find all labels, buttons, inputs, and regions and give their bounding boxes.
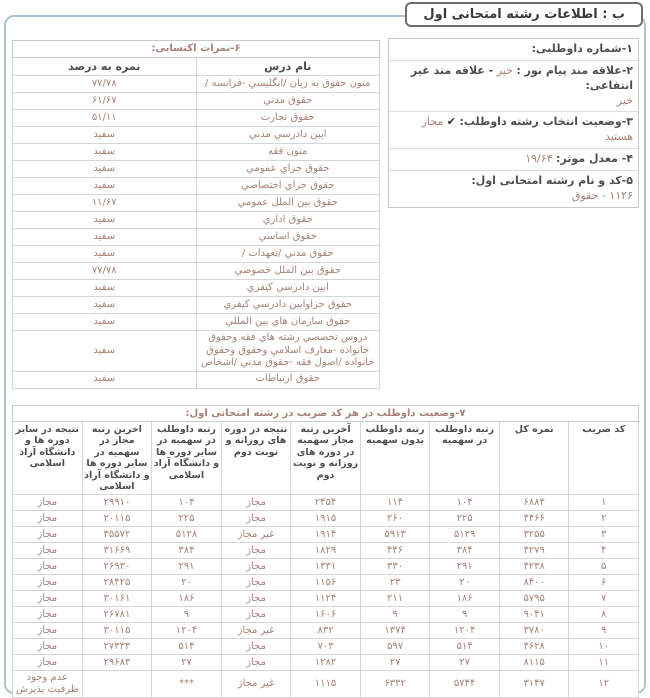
- coef-cell: مجاز: [221, 591, 291, 607]
- coef-cell: ۲۷: [152, 655, 222, 671]
- coef-cell: ۴۶۲۸: [499, 639, 569, 655]
- course-score-cell: ۷۷/۷۸: [13, 263, 197, 280]
- coef-cell: ۲۷۳۳۳: [82, 639, 152, 655]
- course-score-cell: سفید: [13, 314, 197, 331]
- course-score-cell: سفید: [13, 212, 197, 229]
- coef-cell: ۹۰۴۱: [499, 607, 569, 623]
- grade-row: [13, 314, 380, 331]
- course-name-cell: حقوق جزاوایین دادرسي کیفري: [196, 297, 380, 314]
- coef-cell: مجاز: [13, 575, 83, 591]
- coef-cell: مجاز: [13, 639, 83, 655]
- info-item-interests: [389, 61, 638, 113]
- coef-row: [13, 671, 639, 698]
- coef-cell: ۵۱۴: [152, 639, 222, 655]
- grade-row: [13, 76, 380, 93]
- coef-row: [13, 623, 639, 639]
- coefficient-table: [12, 405, 639, 698]
- course-name-cell: حقوق تجارت: [196, 110, 380, 127]
- course-score-cell: ۵۱/۱۱: [13, 110, 197, 127]
- coef-column-header: اخرین رتبه مجاز در سهمیه در سایر دوره ها و دانشگاه آزاد اسلامی: [82, 422, 152, 495]
- coef-cell: ۱۱۴: [360, 495, 430, 511]
- coef-cell: ۳۰۱۱۵: [82, 623, 152, 639]
- coef-cell: ۱۸۲۹: [291, 543, 361, 559]
- course-name-cell: حقوق سازمان هاي بین المللي: [196, 314, 380, 331]
- course-name-cell: حقوق اداري: [196, 212, 380, 229]
- coef-cell: ۴۴۶۶: [499, 511, 569, 527]
- applicant-number-label: ۱-شماره داوطلبی:: [531, 42, 633, 55]
- coef-row: [13, 543, 639, 559]
- coef-row: [13, 511, 639, 527]
- course-score-cell: سفید: [13, 331, 197, 372]
- course-score-cell: سفید: [13, 246, 197, 263]
- info-item-applicant-number: [389, 39, 638, 61]
- coef-cell: ۱۱۵۶: [291, 575, 361, 591]
- grades-table-body: [13, 76, 380, 389]
- coef-header-row: [13, 422, 639, 495]
- coef-cell: ۱۰۴: [430, 495, 500, 511]
- nonprofit-interest-value: خیر: [616, 93, 633, 107]
- grades-title: ۶-نمرات اکتسابی:: [13, 41, 380, 58]
- coef-cell: ۳۸۴: [430, 543, 500, 559]
- coef-cell: ۹: [430, 607, 500, 623]
- coef-cell: غیر مجاز: [221, 527, 291, 543]
- grade-row: [13, 195, 380, 212]
- coef-cell: ۱۲۸۲: [291, 655, 361, 671]
- coef-cell: ۱: [569, 495, 639, 511]
- coef-cell: ۲۲۵: [430, 511, 500, 527]
- coef-cell: ۱۹۱۵: [291, 511, 361, 527]
- coef-cell: ۲۱۱: [360, 591, 430, 607]
- coef-cell: ۱۲۰۴: [430, 623, 500, 639]
- coef-row: [13, 607, 639, 623]
- course-score-cell: سفید: [13, 371, 197, 388]
- column-header-score: نمره به درصد: [13, 58, 197, 76]
- coef-cell: ۵۱۲۹: [430, 527, 500, 543]
- course-name-cell: حقوق اساسي: [196, 229, 380, 246]
- coef-cell: ۴۲۳۸: [499, 559, 569, 575]
- coef-cell: مجاز: [13, 559, 83, 575]
- coef-cell: مجاز: [13, 655, 83, 671]
- grade-row: [13, 161, 380, 178]
- coef-cell: [82, 671, 152, 698]
- grade-row: [13, 371, 380, 388]
- coef-cell: ۱۶۰۶: [291, 607, 361, 623]
- course-name-cell: حقوق ارتباطات: [196, 371, 380, 388]
- coef-cell: ۲۰: [430, 575, 500, 591]
- coef-row: [13, 655, 639, 671]
- info-item-selection-status: [389, 112, 638, 149]
- coef-cell: ***: [152, 671, 222, 698]
- payamnoor-interest-label: ۲-علاقه مند پیام نور :: [516, 63, 633, 77]
- coef-cell: ۲۶۹۳۰: [82, 559, 152, 575]
- grades-table: [12, 40, 380, 389]
- course-score-cell: سفید: [13, 229, 197, 246]
- coef-cell: ۸۴۰۰: [499, 575, 569, 591]
- coef-cell: مجاز: [13, 543, 83, 559]
- coef-cell: ۲۷: [430, 655, 500, 671]
- coef-cell: ۱۳۳۱: [291, 559, 361, 575]
- coef-cell: ۲۹۹۱۰: [82, 495, 152, 511]
- course-score-cell: سفید: [13, 280, 197, 297]
- coef-cell: مجاز: [221, 495, 291, 511]
- course-score-cell: سفید: [13, 297, 197, 314]
- coef-cell: ۳۳۰: [360, 559, 430, 575]
- coef-cell: ۳۲۵۵: [499, 527, 569, 543]
- coef-cell: ۳: [569, 527, 639, 543]
- coef-column-header: رتبه داوطلب در سهمیه: [430, 422, 500, 495]
- coef-title-row: [13, 406, 639, 422]
- coef-cell: ۳۸۴: [152, 543, 222, 559]
- coef-cell: ۲۸۴۲۵: [82, 575, 152, 591]
- coef-cell: ۷: [569, 591, 639, 607]
- course-name-cell: حقوق جزاي اختصاصي: [196, 178, 380, 195]
- coef-cell: غیر مجاز: [221, 671, 291, 698]
- coef-cell: ۲۹۶۸۳: [82, 655, 152, 671]
- coef-cell: ۵۹۷: [360, 639, 430, 655]
- coef-cell: ۲۹۱: [430, 559, 500, 575]
- coef-cell: ۸: [569, 607, 639, 623]
- grade-row: [13, 280, 380, 297]
- grade-row: [13, 144, 380, 161]
- course-score-cell: سفید: [13, 178, 197, 195]
- coef-cell: ۳۵۵۷۲: [82, 527, 152, 543]
- coef-cell: مجاز: [221, 607, 291, 623]
- coef-cell: ۶۳۳۲: [360, 671, 430, 698]
- gpa-value: ۱۹/۶۴: [525, 152, 553, 166]
- info-item-gpa: [389, 149, 638, 171]
- course-name-cell: ایین دادرسي مدني: [196, 127, 380, 144]
- coef-title: ۷-وضعیت داوطلب در هر کد ضریب در رشته امتحانی اول:: [13, 406, 639, 422]
- coef-cell: ۳۷۸۰: [499, 623, 569, 639]
- coef-cell: ۸۳۲: [291, 623, 361, 639]
- grade-row: [13, 127, 380, 144]
- coef-cell: ۱۱: [569, 655, 639, 671]
- coef-cell: مجاز: [221, 543, 291, 559]
- grade-row: [13, 246, 380, 263]
- coef-cell: ۶۸۸۴: [499, 495, 569, 511]
- course-name-cell: متون فقه: [196, 144, 380, 161]
- coef-cell: ۵۹۱۳: [360, 527, 430, 543]
- coef-column-header: نتیجه در دوره های روزانه و نوبت دوم: [221, 422, 291, 495]
- coef-cell: مجاز: [221, 559, 291, 575]
- info-item-field-code: [389, 171, 638, 207]
- column-header-course: نام درس: [196, 58, 380, 76]
- coef-cell: ۱۸۶: [152, 591, 222, 607]
- coef-cell: ۴۲۷۹: [499, 543, 569, 559]
- coef-column-header: آخرین رتبه مجاز سهمیه در دوره های روزانه و نوبت دوم: [291, 422, 361, 495]
- field-code-value: ۱۱۲۶ - حقوق: [571, 188, 633, 202]
- coef-cell: ۸۱۱۵: [499, 655, 569, 671]
- coef-cell: ۱۲: [569, 671, 639, 698]
- coef-cell: ۶: [569, 575, 639, 591]
- grade-row: [13, 93, 380, 110]
- coef-cell: ۵۷۹۵: [499, 591, 569, 607]
- coef-cell: ۹: [152, 607, 222, 623]
- grades-title-row: [13, 41, 380, 58]
- coef-cell: ۲۶۰: [360, 511, 430, 527]
- coef-row: [13, 495, 639, 511]
- coef-cell: ۵: [569, 559, 639, 575]
- course-score-cell: سفید: [13, 144, 197, 161]
- coef-cell: ۴۴۶: [360, 543, 430, 559]
- coef-cell: ۲۳: [360, 575, 430, 591]
- coef-cell: مجاز: [221, 575, 291, 591]
- coef-cell: ۱۱۱۵: [291, 671, 361, 698]
- coef-column-header: نتیجه در سایر دوره ها و دانشگاه آزاد اسلامی: [13, 422, 83, 495]
- grade-row: [13, 263, 380, 280]
- course-score-cell: سفید: [13, 127, 197, 144]
- coef-row: [13, 639, 639, 655]
- grades-header-row: [13, 58, 380, 76]
- course-name-cell: حقوق مدني: [196, 93, 380, 110]
- course-score-cell: سفید: [13, 161, 197, 178]
- course-name-cell: دروس تخصصي رشته هاي فقه وحقوق خانواده -معارف اسلامي وحقوق وحقوق خانواده /اصول فقه -حقوق مدني /اشخاص: [196, 331, 380, 372]
- coef-cell: ۳۱۶۶۹: [82, 543, 152, 559]
- coef-cell: ۹: [569, 623, 639, 639]
- coef-row: [13, 591, 639, 607]
- course-score-cell: ۶۱/۶۷: [13, 93, 197, 110]
- coef-cell: ۲۲۵: [152, 511, 222, 527]
- coef-cell: ۱۲۰۴: [152, 623, 222, 639]
- coef-cell: ۲۶۷۸۱: [82, 607, 152, 623]
- coef-cell: ۹: [360, 607, 430, 623]
- coef-cell: ۱۳۷۴: [360, 623, 430, 639]
- grade-row: [13, 297, 380, 314]
- coef-cell: عدم وجود ظرفیت پذیرش: [13, 671, 83, 698]
- grade-row: [13, 331, 380, 372]
- selection-status-value: مجاز هستید: [421, 115, 633, 144]
- coef-column-header: رتبه داوطلب در سهمیه در سایر دوره ها و دانشگاه آزاد اسلامی: [152, 422, 222, 495]
- coef-cell: ۱۹۱۴: [291, 527, 361, 543]
- section-badge: [405, 2, 643, 27]
- grade-row: [13, 110, 380, 127]
- coef-cell: ۲: [569, 511, 639, 527]
- coef-cell: مجاز: [13, 607, 83, 623]
- course-name-cell: حقوق جزاي عمومي: [196, 161, 380, 178]
- coef-cell: ۴: [569, 543, 639, 559]
- nonprofit-interest-label: علاقه مند غیر انتفاعی:: [410, 63, 633, 92]
- coef-cell: ۳۱۴۷: [499, 671, 569, 698]
- coef-cell: مجاز: [13, 527, 83, 543]
- coef-cell: ۱۱۲۴: [291, 591, 361, 607]
- grade-row: [13, 212, 380, 229]
- coef-cell: ۲۴۵۴: [291, 495, 361, 511]
- coef-cell: ۲۹۱: [152, 559, 222, 575]
- coef-cell: مجاز: [221, 655, 291, 671]
- grade-row: [13, 229, 380, 246]
- course-name-cell: ایین دادرسي کیفري: [196, 280, 380, 297]
- coef-cell: ۷۰۳: [291, 639, 361, 655]
- coef-row: [13, 559, 639, 575]
- course-score-cell: ۱۱/۶۷: [13, 195, 197, 212]
- coef-cell: ۲۷: [360, 655, 430, 671]
- coef-cell: ۲۰۱۱۵: [82, 511, 152, 527]
- course-name-cell: حقوق مدني /تعهدات /: [196, 246, 380, 263]
- coef-cell: ۵۱۴: [430, 639, 500, 655]
- coef-cell: ۱۰: [569, 639, 639, 655]
- coef-cell: مجاز: [221, 511, 291, 527]
- selection-status-label: ۳-وضعیت انتخاب رشته داوطلب:: [459, 115, 633, 129]
- coef-cell: ۱۰۴: [152, 495, 222, 511]
- interest-separator: -: [484, 63, 494, 77]
- field-code-label: ۵-کد و نام رشته امتحانی اول:: [471, 173, 633, 187]
- coef-cell: مجاز: [13, 623, 83, 639]
- coef-cell: مجاز: [221, 639, 291, 655]
- coef-table-body: [13, 495, 639, 698]
- coef-cell: ۵۱۲۸: [152, 527, 222, 543]
- course-name-cell: متون حقوق به زبان /انگلیسي -فرانسه /: [196, 76, 380, 93]
- coef-column-header: کد ضریب: [569, 422, 639, 495]
- coef-cell: ۱۸۶: [430, 591, 500, 607]
- grade-row: [13, 178, 380, 195]
- coef-row: [13, 527, 639, 543]
- coef-cell: ۳۰۱۶۱: [82, 591, 152, 607]
- gpa-label: ۴- معدل موثر:: [556, 152, 633, 166]
- coef-cell: مجاز: [13, 495, 83, 511]
- section-badge-label: ب : اطلاعات رشته امتحانی اول: [423, 7, 625, 22]
- course-name-cell: حقوق بین الملل خصوصي: [196, 263, 380, 280]
- coef-cell: ۲۰: [152, 575, 222, 591]
- coef-cell: ۵۷۴۴: [430, 671, 500, 698]
- payamnoor-interest-value: خیر: [496, 63, 513, 77]
- check-icon: ✔: [446, 115, 456, 129]
- course-score-cell: ۷۷/۷۸: [13, 76, 197, 93]
- applicant-info-box: [388, 38, 639, 208]
- coef-cell: مجاز: [13, 591, 83, 607]
- coef-cell: مجاز: [13, 511, 83, 527]
- coef-row: [13, 575, 639, 591]
- course-name-cell: حقوق بین الملل عمومي: [196, 195, 380, 212]
- coef-column-header: نمره کل: [499, 422, 569, 495]
- coef-column-header: رتبه داوطلب بدون سهمیه: [360, 422, 430, 495]
- coef-cell: غیر مجاز: [221, 623, 291, 639]
